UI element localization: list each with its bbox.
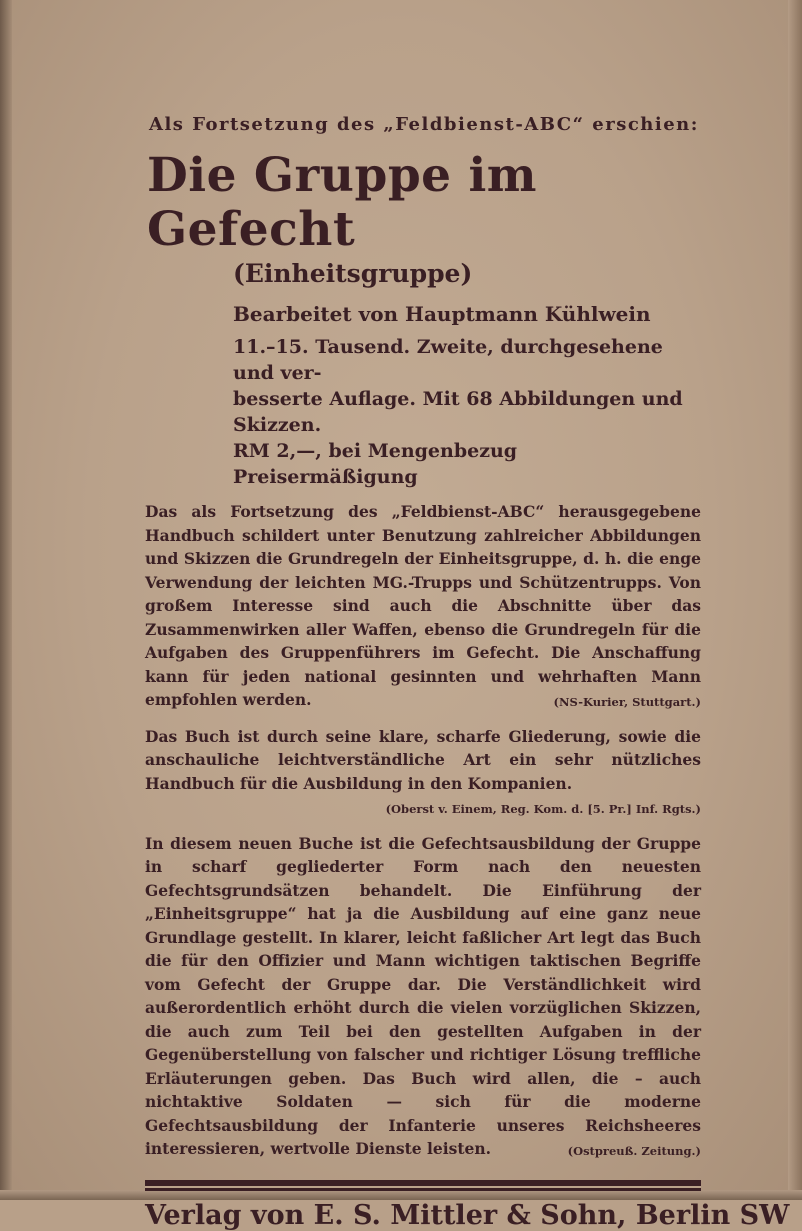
review-text: Das Buch ist durch seine klare, scharfe Gliederung, sowie die anschauliche leichtverständliche Art ein sehr nützliches Handbuch für die Ausbildung in den Kompanien. — [145, 726, 701, 793]
review-text: Das als Fortsetzung des „Feldbienst-ABC“ herausgegebene Handbuch schildert unter Benutzung zahlreicher Abbildungen und Skizzen die Grundregeln der Einheitsgruppe, d. h. die enge Verwendung der leichten MG.-Trupps und Schützentrupps. Von großem Interesse sind auch die Abschnitte über das Zusammenwirken aller Waffen, ebenso die Grundregeln für die Aufgaben des Gruppenführers im Gefecht. Die Anschaffung kann für jeden national gesinnten und wehrhaften Mann empfohlen werden. — [145, 502, 701, 709]
advertisement-block — [145, 110, 790, 1231]
cover-left-edge — [0, 0, 12, 1200]
review-2 — [145, 725, 701, 822]
review-source: (NS-Kurier, Stuttgart.) — [553, 695, 701, 709]
edition-info — [233, 334, 703, 490]
price-line: RM 2,—, bei Mengenbezug Preisermäßigung — [233, 440, 518, 488]
book-title: Die Gruppe im Gefecht — [147, 148, 538, 257]
intro-line: Als Fortsetzung des „Feldbienst-ABC“ erschien: — [149, 114, 699, 135]
author-line: Bearbeitet von Hauptmann Kühlwein — [233, 302, 651, 326]
edition-line: 11.–15. Tausend. Zweite, durchgesehene und ver- — [233, 336, 663, 384]
review-source: (Oberst v. Einem, Reg. Kom. d. [5. Pr.] Inf. Rgts.) — [385, 802, 701, 816]
review-1 — [145, 500, 701, 715]
review-text: In diesem neuen Buche ist die Gefechtsausbildung der Gruppe in scharf gegliederter Form nach den neuesten Gefechtsgrundsätzen behandelt. Die Einführung der „Einheitsgruppe“ hat ja die Ausbildung auf eine ganz neue Grundlage gestellt. In klarer, leicht faßlicher Art legt das Buch die für den Offizier und Mann wichtigen taktischen Begriffe vom Gefecht der Gruppe dar. Die Verständlichkeit wird außerordentlich erhöht durch die vielen vorzüglichen Skizzen, die auch zum Teil bei den gestellten Aufgaben in der Gegenüberstellung von falscher und richtiger Lösung treffliche Erläuterungen geben. Das Buch wird allen, die – auch nichtaktive Soldaten — sich für die moderne Gefechtsausbildung der Infanterie unseres Reichsheeres interessieren, wertvolle Dienste leisten. — [145, 833, 701, 1158]
edition-line: besserte Auflage. Mit 68 Abbildungen und Skizzen. — [233, 388, 683, 436]
review-source: (Ostpreuß. Zeitung.) — [567, 1144, 701, 1158]
book-subtitle: (Einheitsgruppe) — [233, 259, 473, 288]
cover-right-edge — [788, 0, 802, 1200]
review-3 — [145, 832, 701, 1164]
divider-rule — [145, 1180, 701, 1188]
publisher-line: Verlag von E. S. Mittler & Sohn, Berlin SW — [145, 1199, 790, 1231]
